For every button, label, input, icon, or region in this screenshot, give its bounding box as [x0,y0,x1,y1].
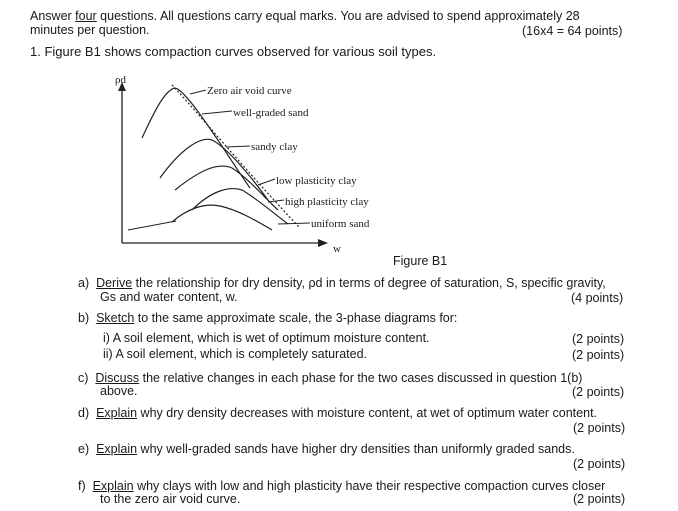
question-number: 1. [30,44,41,59]
uniform-sand-curve [172,205,272,230]
part-c [78,371,582,385]
instructions-text-rest: questions. All questions carry equal marks. You are advised to spend approximately 28 [96,9,580,23]
instructions-text: Answer [30,9,76,23]
instructions-emphasis: four [75,9,97,23]
question-1 [30,44,436,59]
part-b-ii: ii) A soil element, which is completely saturated. [103,347,368,361]
part-verb: Explain [96,442,138,456]
leader-uniform-sand [278,223,310,224]
instructions-line-1 [30,9,580,23]
part-d [78,406,597,420]
part-letter: f) [78,479,86,493]
part-text: why well-graded sands have higher dry densities than uniformly graded sands. [137,442,575,456]
leader-zero-air-void [190,90,206,94]
part-letter: e) [78,442,90,456]
part-a-points: (4 points) [571,291,624,305]
part-c-line-2: above. [100,384,138,398]
part-e [78,442,575,456]
part-verb: Discuss [95,371,140,385]
part-f-points: (2 points) [573,492,626,506]
uniform-sand-tail [128,221,176,230]
leader-well-graded-sand [202,111,232,114]
x-axis-arrow [318,239,328,247]
part-letter: a) [78,276,90,290]
question-text: Figure B1 shows compaction curves observed for various soil types. [44,44,437,59]
part-text: the relationship for dry density, ρd in terms of degree of saturation, S, specific gravity, [132,276,606,290]
figure-caption: Figure B1 [393,254,448,268]
label-high-plasticity-clay: high plasticity clay [285,196,369,208]
part-text: why clays with low and high plasticity have their respective compaction curves closer [133,479,606,493]
part-text: to the same approximate scale, the 3-phase diagrams for: [134,311,458,325]
part-letter: d) [78,406,90,420]
well-graded-sand-curve [142,88,250,188]
part-verb: Explain [96,406,138,420]
part-b [78,311,457,325]
part-text: why dry density decreases with moisture content, at wet of optimum water content. [137,406,598,420]
part-a [78,276,606,290]
leader-low-plasticity-clay [258,179,275,185]
part-d-points: (2 points) [573,421,626,435]
x-axis-label: w [333,243,341,255]
part-b-i: i) A soil element, which is wet of optimum moisture content. [103,331,430,345]
part-text: the relative changes in each phase for the two cases discussed in question 1(b) [139,371,583,385]
label-low-plasticity-clay: low plasticity clay [276,175,357,187]
label-uniform-sand: uniform sand [311,218,370,230]
part-verb: Explain [92,479,134,493]
part-f-line-2: to the zero air void curve. [100,492,241,506]
instructions-line-2: minutes per question. [30,23,150,37]
part-letter: c) [78,371,89,385]
part-c-points: (2 points) [572,385,625,399]
label-zero-air-void: Zero air void curve [207,85,292,97]
part-f [78,479,605,493]
part-verb: Derive [96,276,133,290]
part-a-line-2: Gs and water content, w. [100,290,238,304]
part-verb: Sketch [96,311,135,325]
part-e-points: (2 points) [573,457,626,471]
total-points: (16x4 = 64 points) [522,24,623,38]
part-b-i-points: (2 points) [572,332,625,346]
y-axis-label: ρd [115,74,126,86]
leader-sandy-clay [226,146,250,147]
label-well-graded-sand: well-graded sand [233,107,309,119]
part-b-ii-points: (2 points) [572,348,625,362]
label-sandy-clay: sandy clay [251,141,298,153]
part-letter: b) [78,311,90,325]
